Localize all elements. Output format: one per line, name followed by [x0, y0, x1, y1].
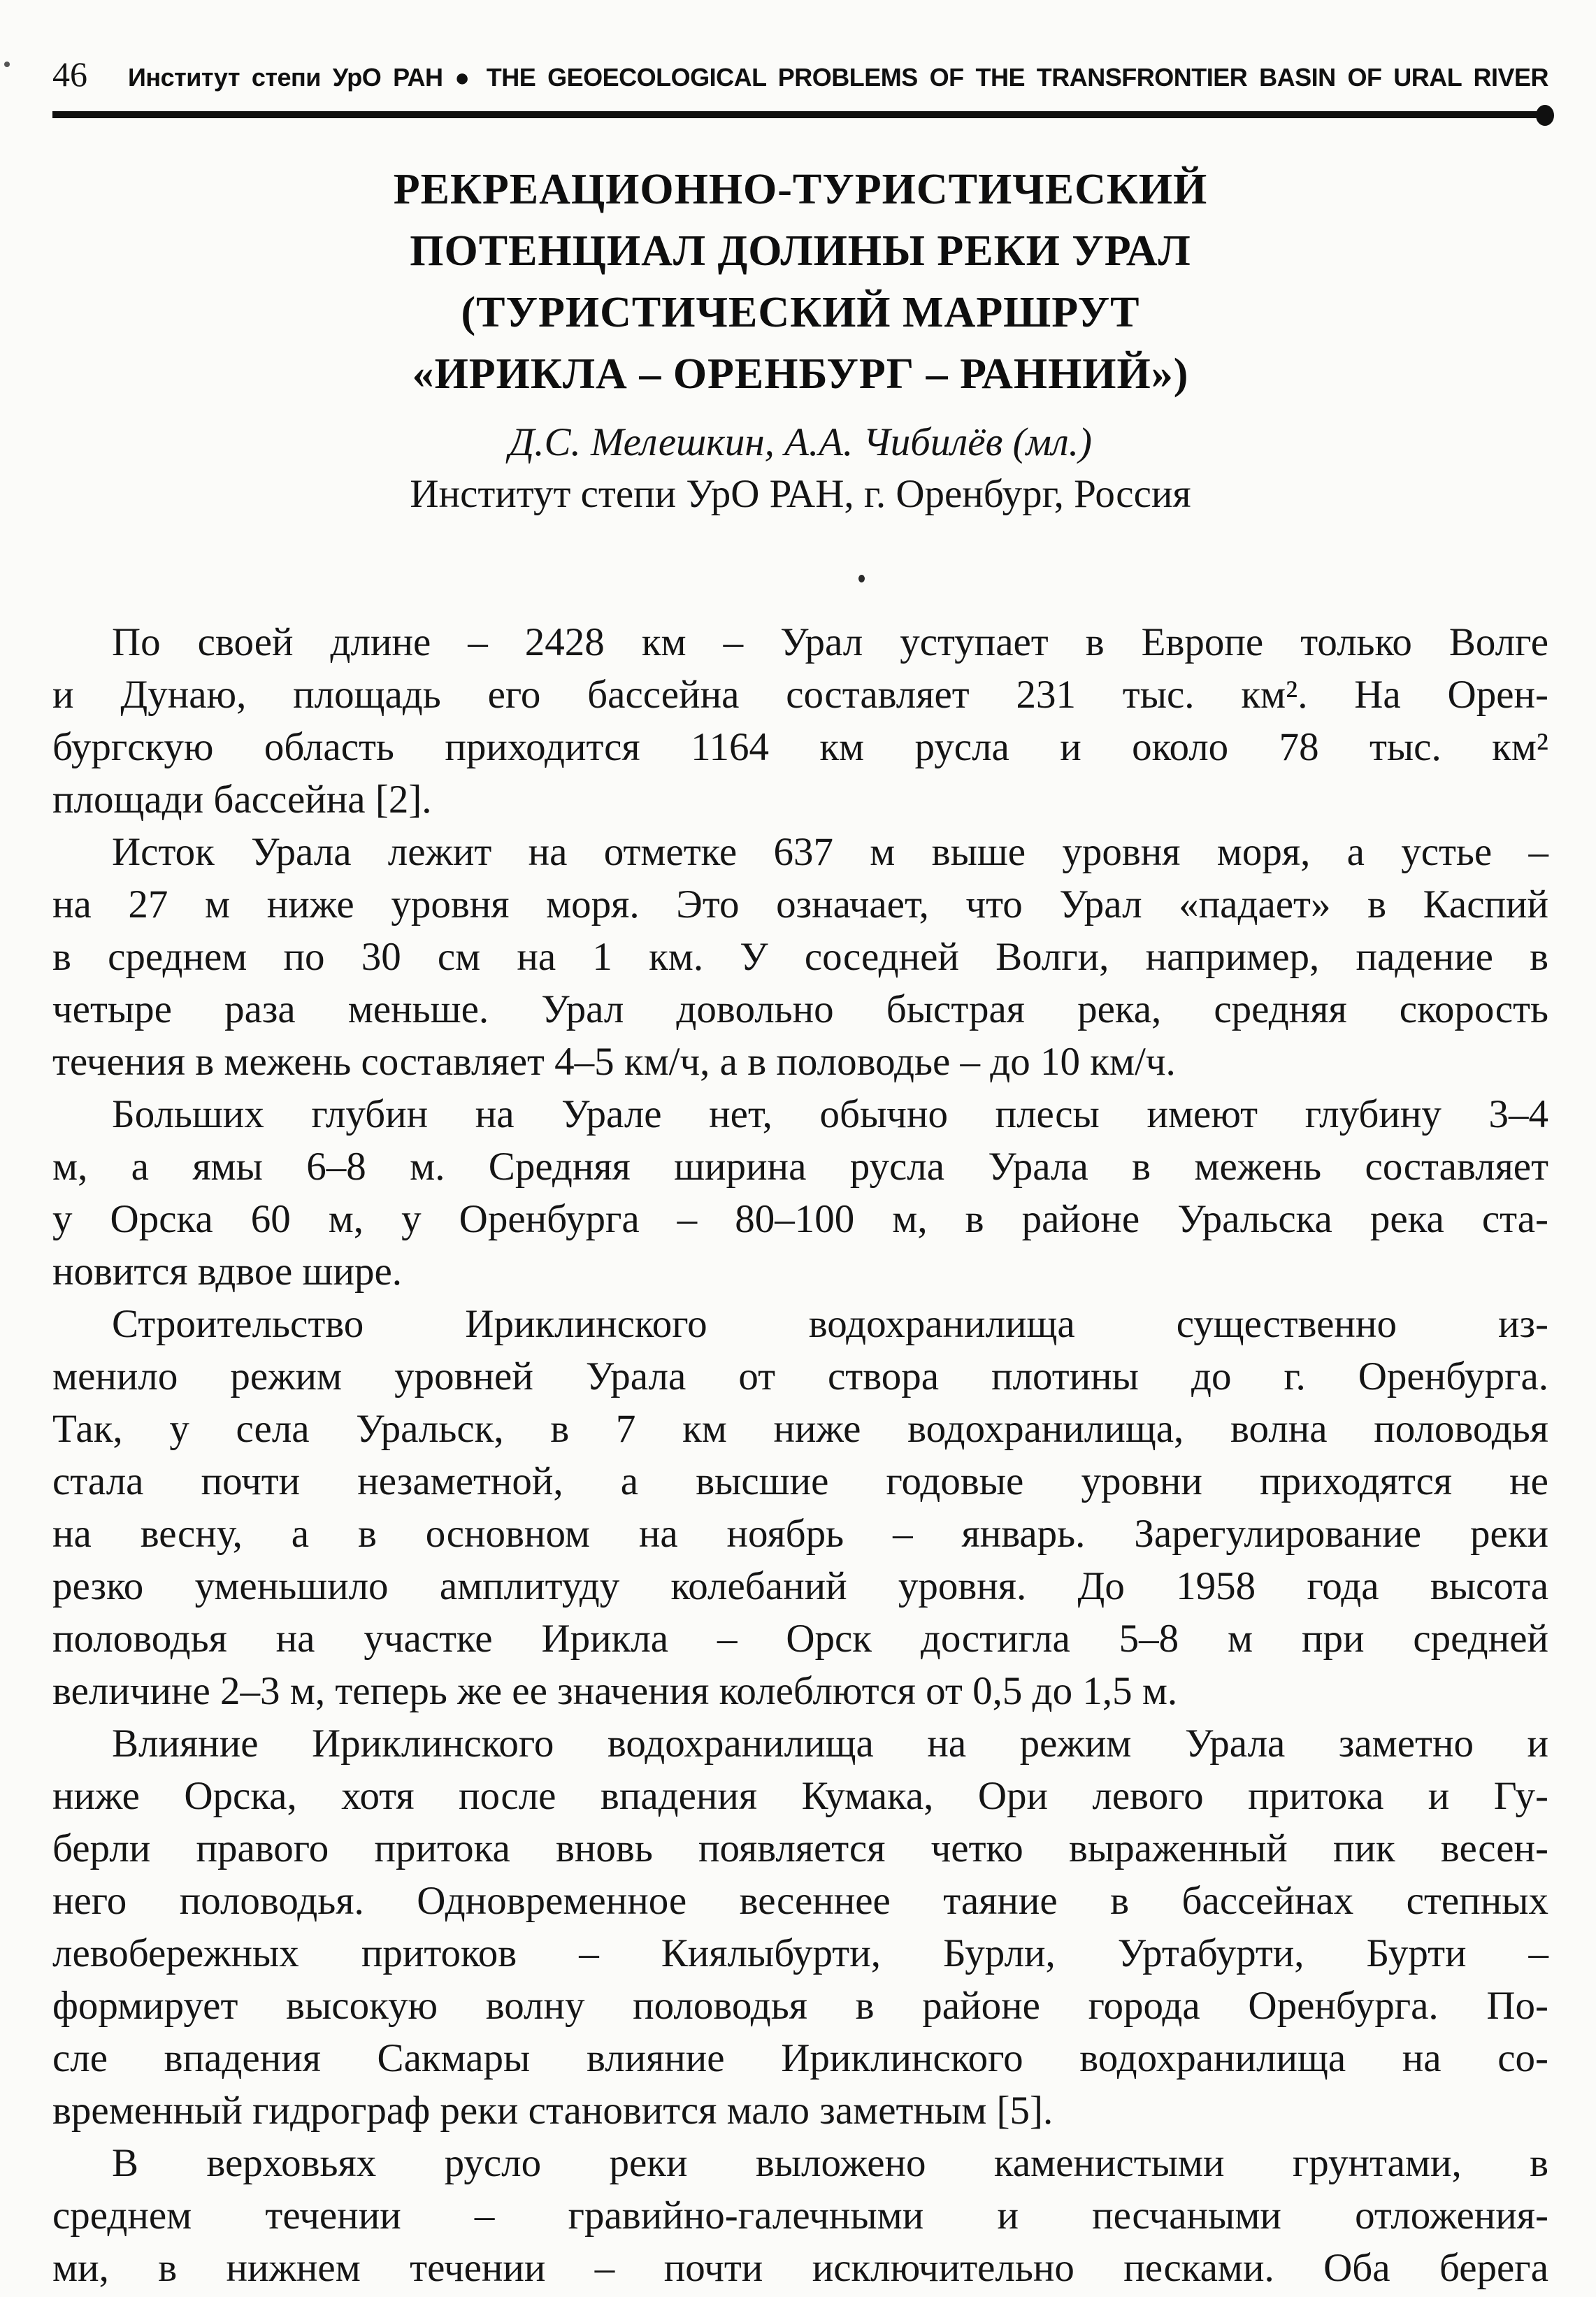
body-line: у Орска 60 м, у Оренбурга – 80–100 м, в районе Уральска река ста- [52, 1197, 1548, 1241]
body-line: площади бассейна [2]. [52, 778, 432, 822]
scan-speck [858, 575, 865, 582]
body-line: левобережных притоков – Киялыбурти, Бурли, Уртабурти, Бурти – [52, 1931, 1548, 1975]
article-title-line: (ТУРИСТИЧЕСКИЙ МАРШРУТ [461, 289, 1140, 336]
paragraph [52, 1717, 1548, 2137]
article-title [52, 159, 1548, 405]
body-line: берли правого притока вновь появляется четко выраженный пик весен- [52, 1826, 1548, 1870]
body-line: Больших глубин на Урале нет, обычно плесы имеют глубину 3–4 [112, 1092, 1548, 1136]
article-title-line: РЕКРЕАЦИОННО-ТУРИСТИЧЕСКИЙ [393, 166, 1208, 213]
body-line: в среднем по 30 см на 1 км. У соседней Волги, например, падение в [52, 935, 1548, 979]
body-line: временный гидрограф реки становится мало заметным [5]. [52, 2089, 1054, 2133]
body-line: половодья на участке Ирикла – Орск достигла 5–8 м при средней [52, 1617, 1548, 1661]
paragraph [52, 616, 1548, 826]
article-title-line: «ИРИКЛА – ОРЕНБУРГ – РАННИЙ») [412, 350, 1189, 398]
body-line: Влияние Ириклинского водохранилища на режим Урала заметно и [112, 1722, 1548, 1766]
body-line: В верховьях русло реки выложено каменистыми грунтами, в [112, 2141, 1548, 2185]
body-line: ниже Орска, хотя после впадения Кумака, Ори левого притока и Гу- [52, 1774, 1548, 1818]
body-line: По своей длине – 2428 км – Урал уступает в Европе только Волге [112, 620, 1548, 664]
paragraph [52, 1298, 1548, 1717]
body-line: м, а ямы 6–8 м. Средняя ширина русла Урала в межень составляет [52, 1145, 1548, 1189]
paragraph [52, 2137, 1548, 2294]
body-line: формирует высокую волну половодья в районе города Оренбурга. По- [52, 1984, 1548, 2028]
body-line: менило режим уровней Урала от створа плотины до г. Оренбурга. [52, 1354, 1548, 1398]
rule-end-dot [1536, 105, 1554, 126]
running-title: Институт степи УрО РАН ● THE GEOECOLOGICAL PROBLEMS OF THE TRANSFRONTIER BASIN OF URAL RIVER [128, 63, 1548, 92]
body-line: сле впадения Сакмары влияние Ириклинского водохранилища на со- [52, 2036, 1548, 2080]
header-rule [52, 111, 1548, 118]
body-line: Исток Урала лежит на отметке 637 м выше уровня моря, а устье – [112, 830, 1548, 874]
body-line: Строительство Ириклинского водохранилища существенно из- [112, 1302, 1548, 1346]
paragraph [52, 826, 1548, 1088]
body-line: на весну, а в основном на ноябрь – январь. Зарегулирование реки [52, 1512, 1548, 1556]
authors: Д.С. Мелешкин, А.А. Чибилёв (мл.) [508, 420, 1093, 464]
paragraph [52, 1088, 1548, 1298]
body-line: ми, в нижнем течении – почти исключительно песками. Оба берега [52, 2246, 1548, 2290]
body-text [52, 616, 1548, 2294]
running-header [52, 0, 1548, 96]
body-line: на 27 м ниже уровня моря. Это означает, что Урал «падает» в Каспий [52, 882, 1548, 926]
body-line: течения в межень составляет 4–5 км/ч, а в половодье – до 10 км/ч. [52, 1040, 1176, 1084]
body-line: резко уменьшило амплитуду колебаний уровня. До 1958 года высота [52, 1564, 1548, 1608]
body-line: среднем течении – гравийно-галечными и песчаными отложения- [52, 2194, 1548, 2238]
body-line: и Дунаю, площадь его бассейна составляет 231 тыс. км². На Орен- [52, 673, 1548, 717]
body-line: новится вдвое шире. [52, 1250, 403, 1294]
page-number: 46 [52, 55, 87, 94]
body-line: четыре раза меньше. Урал довольно быстрая река, средняя скорость [52, 987, 1548, 1031]
article-title-line: ПОТЕНЦИАЛ ДОЛИНЫ РЕКИ УРАЛ [410, 227, 1191, 275]
body-line: бургскую область приходится 1164 км русла и около 78 тыс. км² [52, 725, 1548, 769]
body-line: стала почти незаметной, а высшие годовые уровни приходятся не [52, 1459, 1548, 1503]
body-line: него половодья. Одновременное весеннее таяние в бассейнах степных [52, 1879, 1548, 1923]
affiliation: Институт степи УрО РАН, г. Оренбург, Россия [410, 472, 1191, 516]
body-line: Так, у села Уральск, в 7 км ниже водохранилища, волна половодья [52, 1407, 1548, 1451]
body-line: величине 2–3 м, теперь же ее значения колеблются от 0,5 до 1,5 м. [52, 1669, 1178, 1713]
scan-speck [4, 62, 10, 67]
